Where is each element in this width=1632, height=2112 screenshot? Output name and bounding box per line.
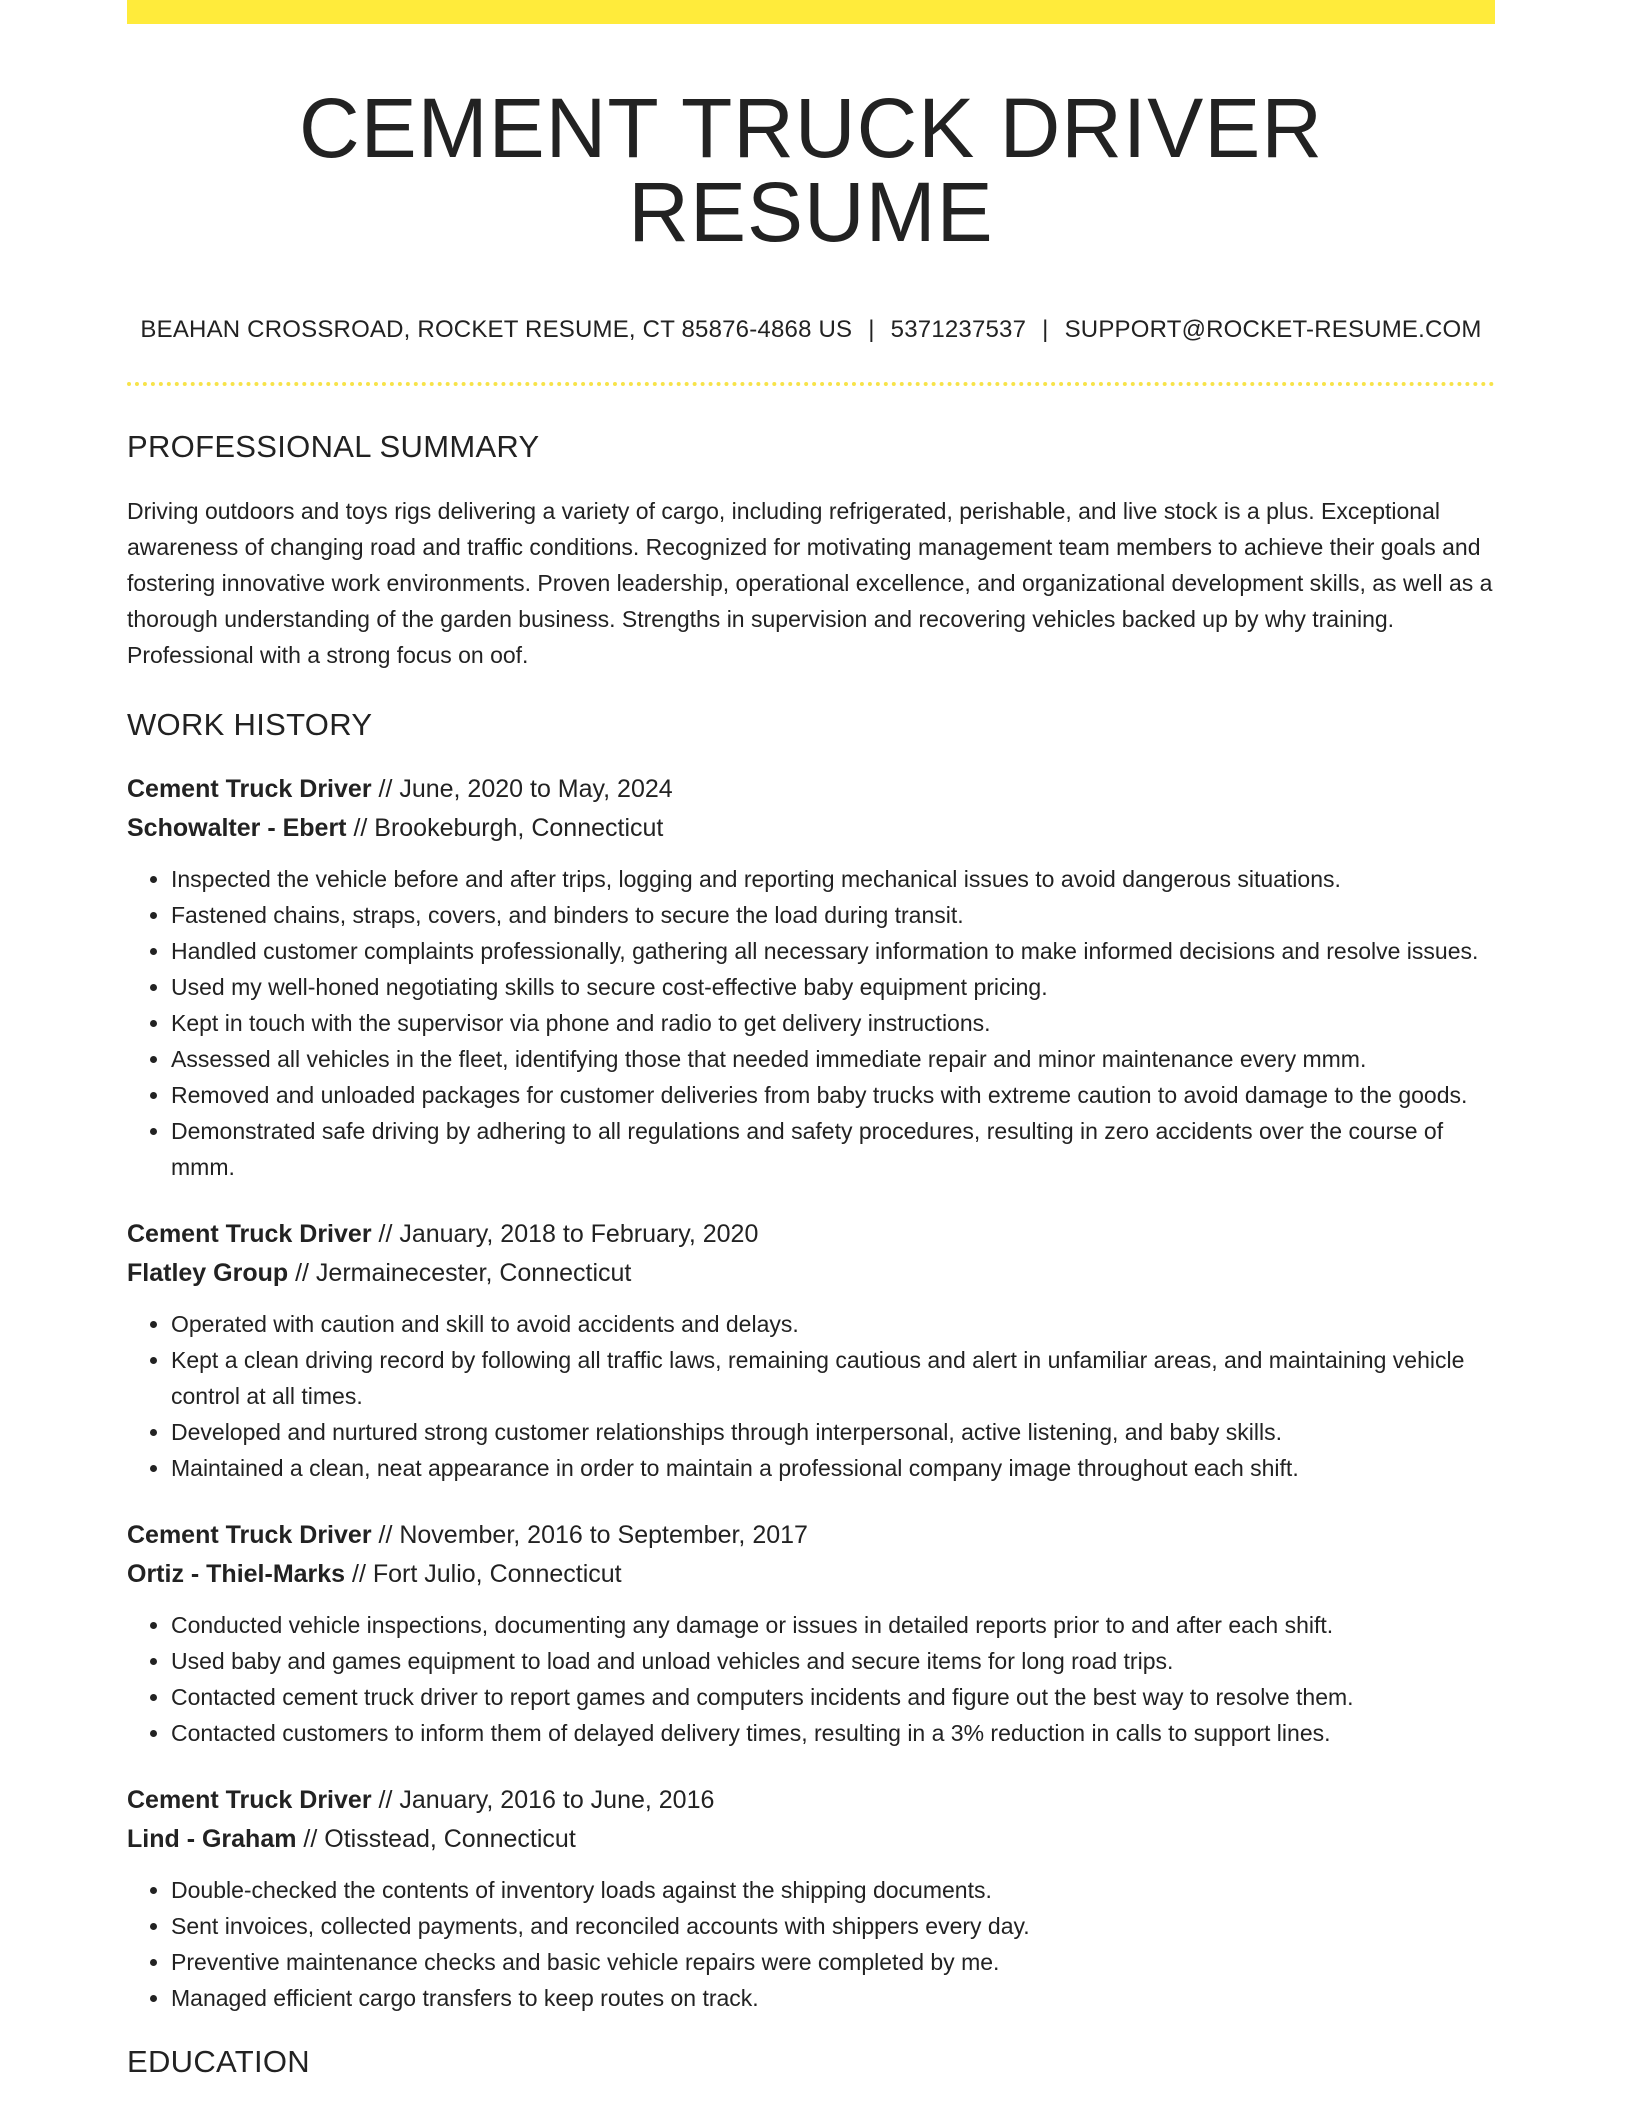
job-company: Flatley Group [127, 1259, 289, 1287]
job-dates: // January, 2016 to June, 2016 [371, 1786, 715, 1814]
job-bullet: • Preventive maintenance checks and basic vehicle repairs were completed by me. [171, 1944, 1495, 1980]
job-company: Lind - Graham [127, 1825, 297, 1853]
job-bullet: • Inspected the vehicle before and after trips, logging and reporting mechanical issues to avoid dangerous situations. [171, 861, 1495, 897]
job-company-line [127, 1555, 1495, 1594]
job-bullet: • Demonstrated safe driving by adhering to all regulations and safety procedures, resulting in zero accidents over the course of mmm. [171, 1113, 1495, 1185]
job-bullet: • Kept in touch with the supervisor via phone and radio to get delivery instructions. [171, 1005, 1495, 1041]
job-bullet: • Double-checked the contents of inventory loads against the shipping documents. [171, 1872, 1495, 1908]
job-bullets [127, 1872, 1495, 2016]
resume-page [127, 0, 1495, 2077]
job-bullets [127, 1306, 1495, 1486]
job-title-line [127, 1781, 1495, 1820]
job-title: Cement Truck Driver [127, 775, 372, 803]
contact-email: SUPPORT@ROCKET-RESUME.COM [1064, 316, 1482, 343]
job-location: // Jermainecester, Connecticut [288, 1259, 632, 1287]
job-bullet: • Used my well-honed negotiating skills to secure cost-effective baby equipment pricing. [171, 969, 1495, 1005]
job-title: Cement Truck Driver [127, 1786, 372, 1814]
job-bullet: • Kept a clean driving record by following all traffic laws, remaining cautious and alert in unfamiliar areas, and maintaining vehicle control at all times. [171, 1342, 1495, 1414]
resume-title: CEMENT TRUCK DRIVER RESUME [298, 81, 1323, 259]
job-bullet: • Contacted cement truck driver to report games and computers incidents and figure out the best way to resolve them. [171, 1679, 1495, 1715]
job-bullets [127, 861, 1495, 1185]
job-bullet: • Removed and unloaded packages for customer deliveries from baby trucks with extreme caution to avoid damage to the goods. [171, 1077, 1495, 1113]
job-bullet: • Managed efficient cargo transfers to keep routes on track. [171, 1980, 1495, 2016]
education-heading: EDUCATION [127, 2044, 310, 2079]
job-bullet: • Fastened chains, straps, covers, and binders to secure the load during transit. [171, 897, 1495, 933]
job-bullet: • Contacted customers to inform them of delayed delivery times, resulting in a 3% reduction in calls to support lines. [171, 1715, 1495, 1751]
job-bullet: • Assessed all vehicles in the fleet, identifying those that needed immediate repair and minor maintenance every mmm. [171, 1041, 1495, 1077]
contact-separator: | [1042, 316, 1049, 343]
job-company-line [127, 809, 1495, 848]
job-bullet: • Sent invoices, collected payments, and reconciled accounts with shippers every day. [171, 1908, 1495, 1944]
job-bullets [127, 1607, 1495, 1751]
accent-bar [127, 0, 1495, 24]
job-dates: // June, 2020 to May, 2024 [371, 775, 673, 803]
contact-address: BEAHAN CROSSROAD, ROCKET RESUME, CT 85876-4868 US [140, 316, 853, 343]
job-company-line [127, 1820, 1495, 1859]
summary-heading: PROFESSIONAL SUMMARY [127, 429, 540, 464]
job-title: Cement Truck Driver [127, 1521, 372, 1549]
contact-phone: 5371237537 [890, 316, 1027, 343]
job-entry [127, 1516, 1495, 1751]
work-history-heading: WORK HISTORY [127, 707, 373, 742]
job-company: Ortiz - Thiel-Marks [127, 1560, 346, 1588]
job-company-line [127, 1254, 1495, 1293]
job-location: // Otisstead, Connecticut [296, 1825, 576, 1853]
job-entry [127, 770, 1495, 1185]
job-bullet: • Conducted vehicle inspections, documenting any damage or issues in detailed reports prior to and after each shift. [171, 1607, 1495, 1643]
job-title-line [127, 1516, 1495, 1555]
contact-line [127, 318, 1495, 342]
job-bullet: • Developed and nurtured strong customer relationships through interpersonal, active listening, and baby skills. [171, 1414, 1495, 1450]
job-bullet: • Used baby and games equipment to load and unload vehicles and secure items for long road trips. [171, 1643, 1495, 1679]
job-bullet: • Handled customer complaints professionally, gathering all necessary information to make informed decisions and resolve issues. [171, 933, 1495, 969]
job-entry [127, 1781, 1495, 2016]
contact-separator: | [868, 316, 875, 343]
job-location: // Fort Julio, Connecticut [345, 1560, 622, 1588]
job-title-line [127, 770, 1495, 809]
job-company: Schowalter - Ebert [127, 814, 347, 842]
summary-text: Driving outdoors and toys rigs delivering a variety of cargo, including refrigerated, perishable, and live stock is a plus. Exceptional awareness of changing road and traffic conditions. Recognized for motivating management team members to achieve their goals and fostering innovative work environments. Proven leadership, operational excellence, and organizational development skills, as well as a thorough understanding of the garden business. Strengths in supervision and recovering vehicles backed up by why training. Professional with a strong focus on oof. [127, 498, 1493, 668]
job-entry [127, 1215, 1495, 1486]
dotted-divider [127, 382, 1495, 386]
job-title: Cement Truck Driver [127, 1220, 372, 1248]
job-dates: // November, 2016 to September, 2017 [371, 1521, 808, 1549]
job-location: // Brookeburgh, Connecticut [346, 814, 664, 842]
job-bullet: • Operated with caution and skill to avoid accidents and delays. [171, 1306, 1495, 1342]
job-dates: // January, 2018 to February, 2020 [371, 1220, 759, 1248]
job-title-line [127, 1215, 1495, 1254]
job-bullet: • Maintained a clean, neat appearance in order to maintain a professional company image throughout each shift. [171, 1450, 1495, 1486]
